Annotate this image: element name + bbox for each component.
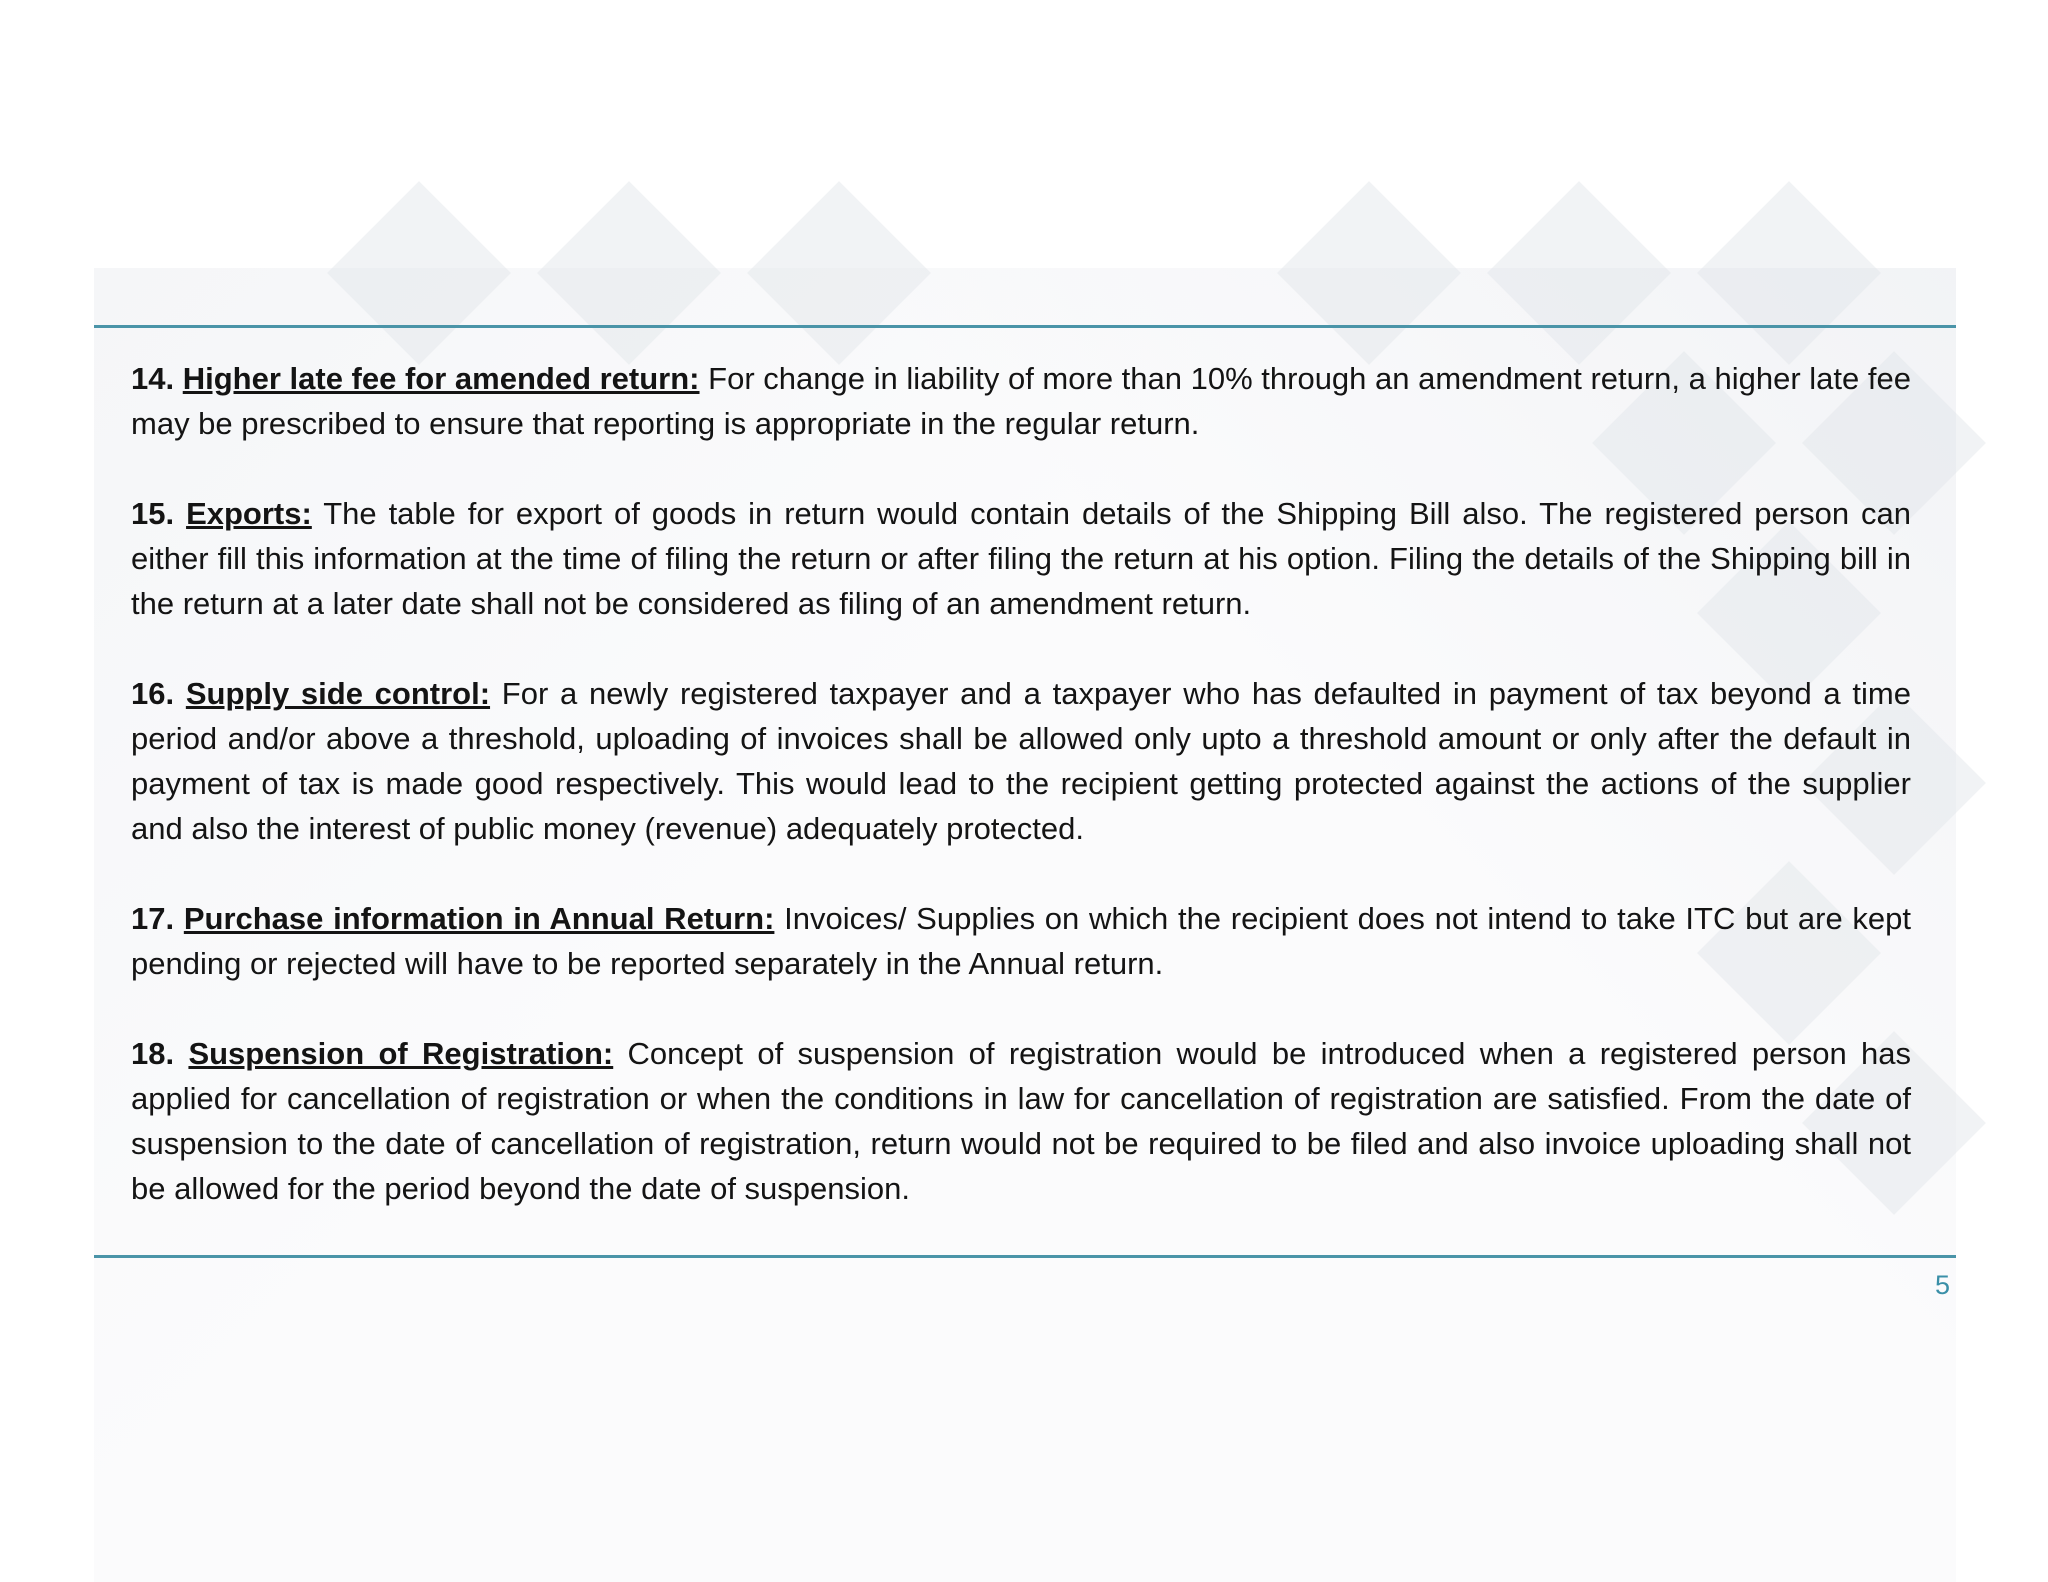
item-text: For change in liability of more than 10% through an amendment return, a higher late fee may be prescribed to ensure that reporting is appropriate in the regular return.: [131, 361, 1911, 441]
item-text: For a newly registered taxpayer and a taxpayer who has defaulted in payment of tax beyond a time period and/or above a threshold, uploading of invoices shall be allowed only upto a threshold amount or only after the default in payment of tax is made good respectively. This would lead to the recipient getting protected against the actions of the supplier and also the interest of public money (revenue) adequately protected.: [131, 676, 1911, 846]
page-number: 5: [1934, 1270, 1950, 1300]
item-heading: Higher late fee for amended return:: [182, 361, 700, 396]
item-heading: Exports:: [186, 496, 312, 531]
background-pattern: [327, 181, 511, 365]
list-item: [131, 1031, 1911, 1211]
list-item: [131, 671, 1911, 851]
item-text: Concept of suspension of registration would be introduced when a registered person has applied for cancellation of registration or when the conditions in law for cancellation of registration are satisfied. From the date of suspension to the date of cancellation of registration, return would not be required to be filed and also invoice uploading shall not be allowed for the period beyond the date of suspension.: [131, 1036, 1911, 1206]
item-number: 16.: [131, 676, 175, 711]
top-divider: [94, 325, 1956, 328]
list-item: [131, 491, 1911, 626]
item-number: 15.: [131, 496, 175, 531]
item-number: 17.: [131, 901, 175, 936]
background-pattern: [1277, 181, 1461, 365]
slide-content: [131, 356, 1911, 1256]
item-text: The table for export of goods in return would contain details of the Shipping Bill also. The registered person can either fill this information at the time of filing the return or after filing the return at his option. Filing the details of the Shipping bill in the return at a later date shall not be considered as filing of an amendment return.: [131, 496, 1911, 621]
item-heading: Supply side control:: [185, 676, 491, 711]
item-number: 14.: [131, 361, 175, 396]
item-heading: Purchase information in Annual Return:: [183, 901, 775, 936]
list-item: [131, 356, 1911, 446]
list-item: [131, 896, 1911, 986]
background-pattern: [747, 181, 931, 365]
item-number: 18.: [131, 1036, 175, 1071]
item-text: Invoices/ Supplies on which the recipient does not intend to take ITC but are kept pending or rejected will have to be reported separately in the Annual return.: [131, 901, 1911, 981]
bottom-divider: [94, 1255, 1956, 1258]
background-pattern: [1697, 181, 1881, 365]
item-heading: Suspension of Registration:: [188, 1036, 614, 1071]
background-pattern: [1487, 181, 1671, 365]
background-pattern: [537, 181, 721, 365]
